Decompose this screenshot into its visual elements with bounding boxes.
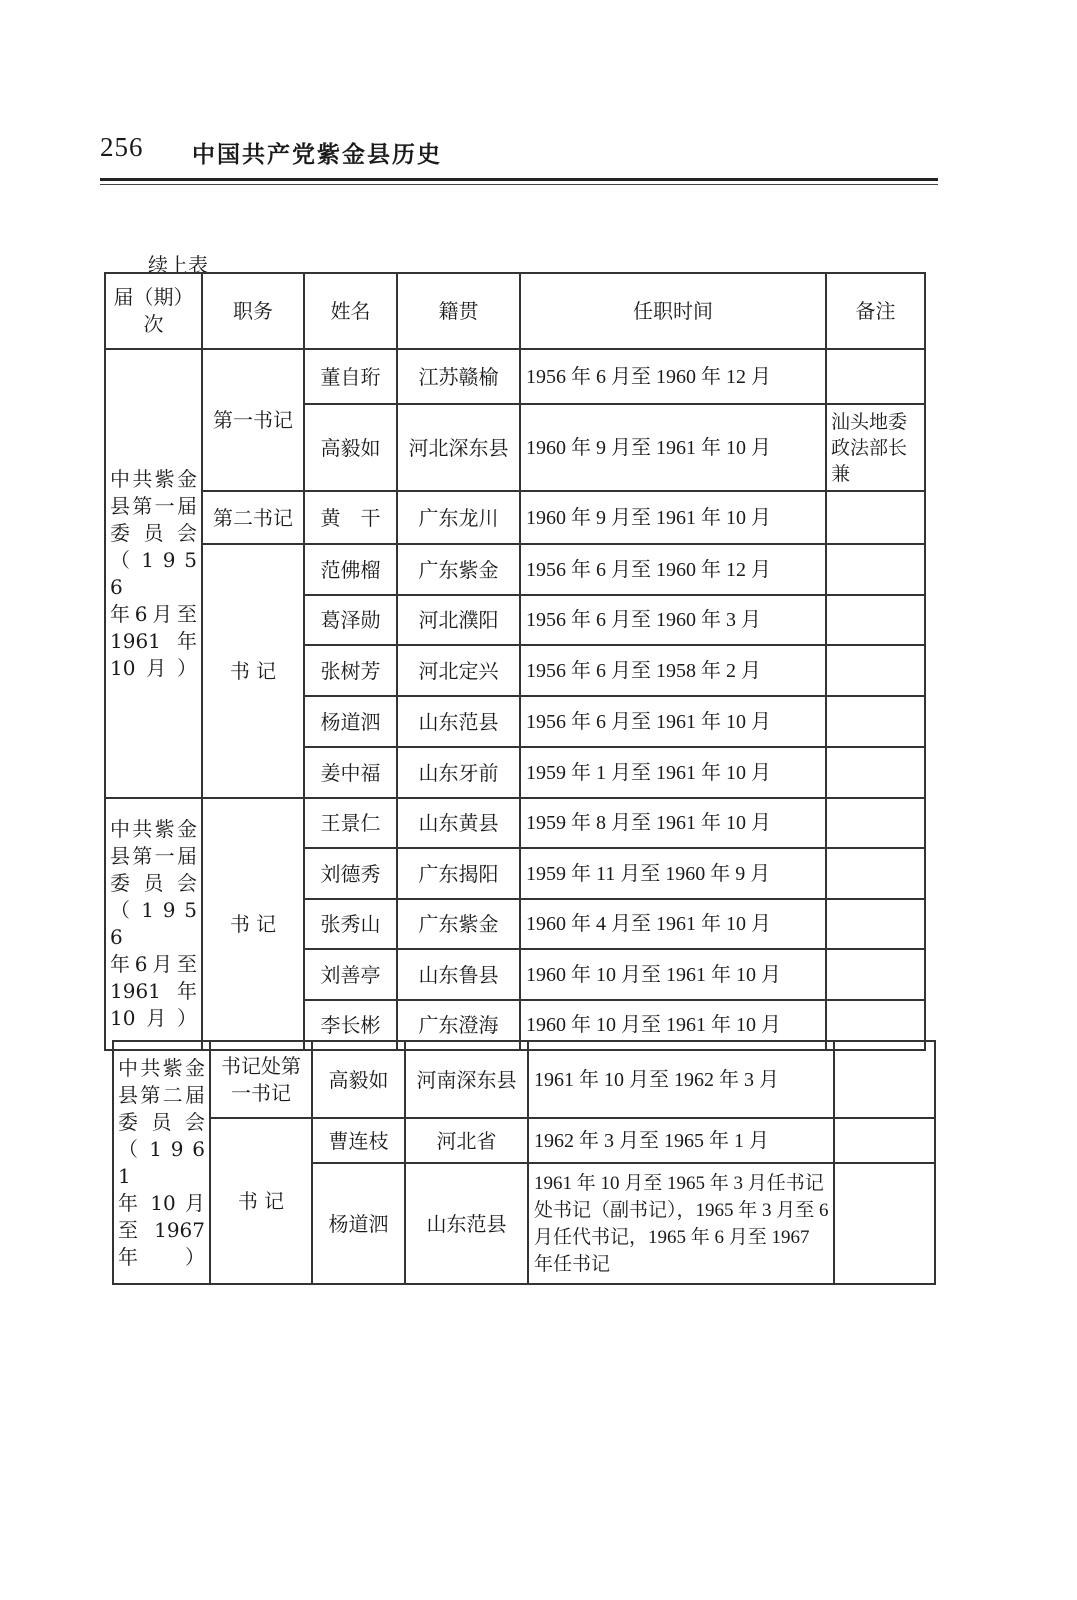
origin-cell: 山东范县 bbox=[405, 1163, 528, 1284]
notes-cell bbox=[826, 798, 925, 848]
tenure-cell: 1960 年 9 月至 1961 年 10 月 bbox=[520, 491, 826, 544]
name-cell: 张秀山 bbox=[304, 899, 397, 949]
tenure-cell: 1961 年 10 月至 1962 年 3 月 bbox=[528, 1041, 834, 1118]
name-cell: 黄 干 bbox=[304, 491, 397, 544]
table-caption: 续上表 bbox=[148, 253, 208, 277]
origin-cell: 广东澄海 bbox=[397, 1000, 520, 1050]
table-row bbox=[105, 349, 925, 404]
tenure-cell: 1959 年 1 月至 1961 年 10 月 bbox=[520, 747, 826, 798]
origin-cell: 广东紫金 bbox=[397, 544, 520, 595]
notes-cell bbox=[826, 949, 925, 1000]
position-cell: 书记处第一书记 bbox=[210, 1041, 312, 1118]
tenure-cell: 1956 年 6 月至 1958 年 2 月 bbox=[520, 645, 826, 696]
tenure-cell: 1956 年 6 月至 1960 年 12 月 bbox=[520, 349, 826, 404]
notes-cell bbox=[834, 1041, 935, 1118]
term-cell: 中共紫金 县第一届 委 员 会 （ 1 9 5 6 年6月至 1961 年 10月） bbox=[105, 349, 202, 798]
name-cell: 杨道泗 bbox=[304, 696, 397, 747]
table-header-row bbox=[105, 273, 925, 349]
notes-cell bbox=[834, 1118, 935, 1163]
notes-cell bbox=[826, 696, 925, 747]
header-rule-thin bbox=[100, 184, 938, 185]
origin-cell: 山东鲁县 bbox=[397, 949, 520, 1000]
name-cell: 李长彬 bbox=[304, 1000, 397, 1050]
origin-cell: 河北省 bbox=[405, 1118, 528, 1163]
officials-table-upper bbox=[104, 272, 926, 1051]
name-cell: 王景仁 bbox=[304, 798, 397, 848]
tenure-cell: 1956 年 6 月至 1961 年 10 月 bbox=[520, 696, 826, 747]
tenure-cell: 1959 年 11 月至 1960 年 9 月 bbox=[520, 848, 826, 899]
position-cell: 书 记 bbox=[202, 544, 304, 798]
officials-table-lower bbox=[112, 1040, 936, 1285]
header-name: 姓名 bbox=[304, 273, 397, 349]
tenure-cell: 1959 年 8 月至 1961 年 10 月 bbox=[520, 798, 826, 848]
origin-cell: 河北深东县 bbox=[397, 404, 520, 491]
notes-cell bbox=[826, 544, 925, 595]
tenure-cell: 1956 年 6 月至 1960 年 12 月 bbox=[520, 544, 826, 595]
name-cell: 曹连枝 bbox=[312, 1118, 405, 1163]
table-row bbox=[113, 1041, 935, 1118]
name-cell: 刘善亭 bbox=[304, 949, 397, 1000]
tenure-cell: 1960 年 9 月至 1961 年 10 月 bbox=[520, 404, 826, 491]
name-cell: 葛泽勋 bbox=[304, 595, 397, 645]
tenure-cell: 1960 年 4 月至 1961 年 10 月 bbox=[520, 899, 826, 949]
notes-cell bbox=[826, 595, 925, 645]
notes-cell bbox=[834, 1163, 935, 1284]
notes-cell bbox=[826, 747, 925, 798]
notes-cell bbox=[826, 349, 925, 404]
notes-cell bbox=[826, 899, 925, 949]
origin-cell: 河北定兴 bbox=[397, 645, 520, 696]
header-term: 届（期）次 bbox=[105, 273, 202, 349]
page-number: 256 bbox=[100, 132, 144, 162]
origin-cell: 广东紫金 bbox=[397, 899, 520, 949]
tenure-cell: 1960 年 10 月至 1961 年 10 月 bbox=[520, 1000, 826, 1050]
name-cell: 高毅如 bbox=[312, 1041, 405, 1118]
book-title: 中国共产党紫金县历史 bbox=[192, 141, 442, 168]
origin-cell: 广东揭阳 bbox=[397, 848, 520, 899]
origin-cell: 山东牙前 bbox=[397, 747, 520, 798]
term-cell: 中共紫金 县第一届 委 员 会 （ 1 9 5 6 年6月至 1961 年 10月） bbox=[105, 798, 202, 1050]
header-rule-thick bbox=[100, 178, 938, 181]
notes-cell: 汕头地委政法部长兼 bbox=[826, 404, 925, 491]
name-cell: 刘德秀 bbox=[304, 848, 397, 899]
origin-cell: 江苏赣榆 bbox=[397, 349, 520, 404]
name-cell: 姜中福 bbox=[304, 747, 397, 798]
name-cell: 范佛榴 bbox=[304, 544, 397, 595]
tenure-cell: 1960 年 10 月至 1961 年 10 月 bbox=[520, 949, 826, 1000]
position-cell: 第二书记 bbox=[202, 491, 304, 544]
name-cell: 张树芳 bbox=[304, 645, 397, 696]
tenure-cell: 1962 年 3 月至 1965 年 1 月 bbox=[528, 1118, 834, 1163]
table-row bbox=[105, 491, 925, 544]
origin-cell: 山东范县 bbox=[397, 696, 520, 747]
position-cell: 书 记 bbox=[210, 1118, 312, 1284]
origin-cell: 河北濮阳 bbox=[397, 595, 520, 645]
position-cell: 书 记 bbox=[202, 798, 304, 1050]
position-cell: 第一书记 bbox=[202, 349, 304, 491]
notes-cell bbox=[826, 491, 925, 544]
name-cell: 杨道泗 bbox=[312, 1163, 405, 1284]
tenure-cell: 1956 年 6 月至 1960 年 3 月 bbox=[520, 595, 826, 645]
tenure-cell: 1961 年 10 月至 1965 年 3 月任书记处书记（副书记），1965 年 3 月至 6 月任代书记，1965 年 6 月至 1967 年任书记 bbox=[528, 1163, 834, 1284]
header-origin: 籍贯 bbox=[397, 273, 520, 349]
origin-cell: 河南深东县 bbox=[405, 1041, 528, 1118]
origin-cell: 山东黄县 bbox=[397, 798, 520, 848]
header-position: 职务 bbox=[202, 273, 304, 349]
notes-cell bbox=[826, 645, 925, 696]
header-notes: 备注 bbox=[826, 273, 925, 349]
table-row bbox=[105, 798, 925, 848]
notes-cell bbox=[826, 848, 925, 899]
header-tenure: 任职时间 bbox=[520, 273, 826, 349]
name-cell: 高毅如 bbox=[304, 404, 397, 491]
term-cell: 中共紫金 县第二届 委 员 会 （ 1 9 6 1 年 10 月 至 1967 年） bbox=[113, 1041, 210, 1284]
table-row bbox=[105, 544, 925, 595]
table-row bbox=[113, 1118, 935, 1163]
origin-cell: 广东龙川 bbox=[397, 491, 520, 544]
name-cell: 董自珩 bbox=[304, 349, 397, 404]
